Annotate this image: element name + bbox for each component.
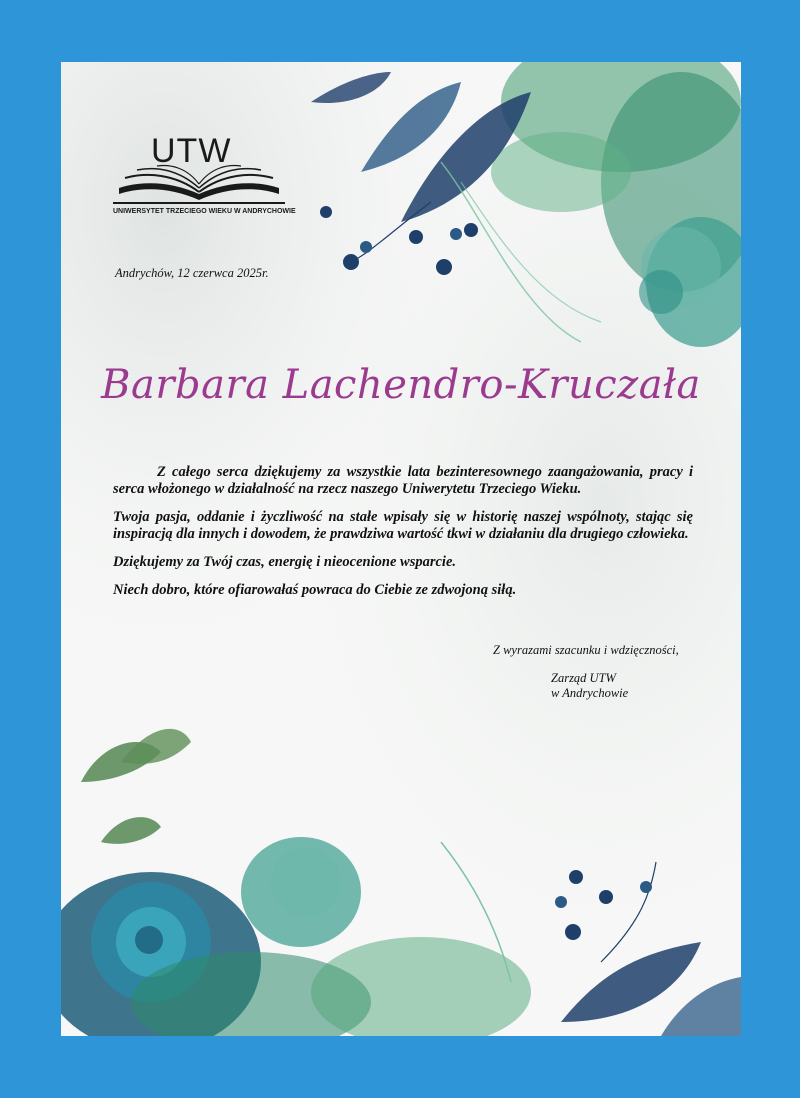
paragraph-gratitude: Dziękujemy za Twój czas, energię i nieocenione wsparcie.	[113, 554, 457, 570]
paragraph-thanks: Z całego serca dziękujemy za wszystkie lata bezinteresownego zaangażowania, pracy i serca włożonego w działalność na rzecz naszego Uniwerytetu Trzeciego Wieku.	[113, 464, 693, 497]
date-line: Andrychów, 12 czerwca 2025r.	[115, 266, 269, 280]
recipient-name: Barbara Lachendro-Kruczała	[101, 362, 701, 408]
closing-line: Z wyrazami szacunku i wdzięczności,	[493, 643, 679, 657]
logo-acronym: UTW	[151, 132, 232, 170]
signature-line-1: Zarząd UTW	[551, 671, 616, 685]
signature-line-2: w Andrychowie	[551, 686, 629, 700]
signature-block	[551, 671, 628, 701]
paragraph-wish: Niech dobro, które ofiarowałaś powraca do Ciebie ze zdwojoną siłą.	[113, 582, 517, 598]
top-right-foliage	[311, 62, 741, 347]
letter-body	[113, 464, 693, 610]
diploma-sheet	[61, 62, 741, 1036]
paragraph-passion: Twoja pasja, oddanie i życzliwość na stałe wpisały się w historię naszej wspólnoty, stając się inspiracją dla innych i dowodem, że prawdziwa wartość tkwi w działaniu dla drugiego człowieka.	[113, 509, 693, 542]
logo-subtitle: UNIWERSYTET TRZECIEGO WIEKU W ANDRYCHOWIE	[113, 208, 296, 215]
utw-logo	[113, 132, 296, 218]
bottom-left-foliage	[61, 729, 741, 1036]
open-book-icon	[113, 164, 285, 206]
